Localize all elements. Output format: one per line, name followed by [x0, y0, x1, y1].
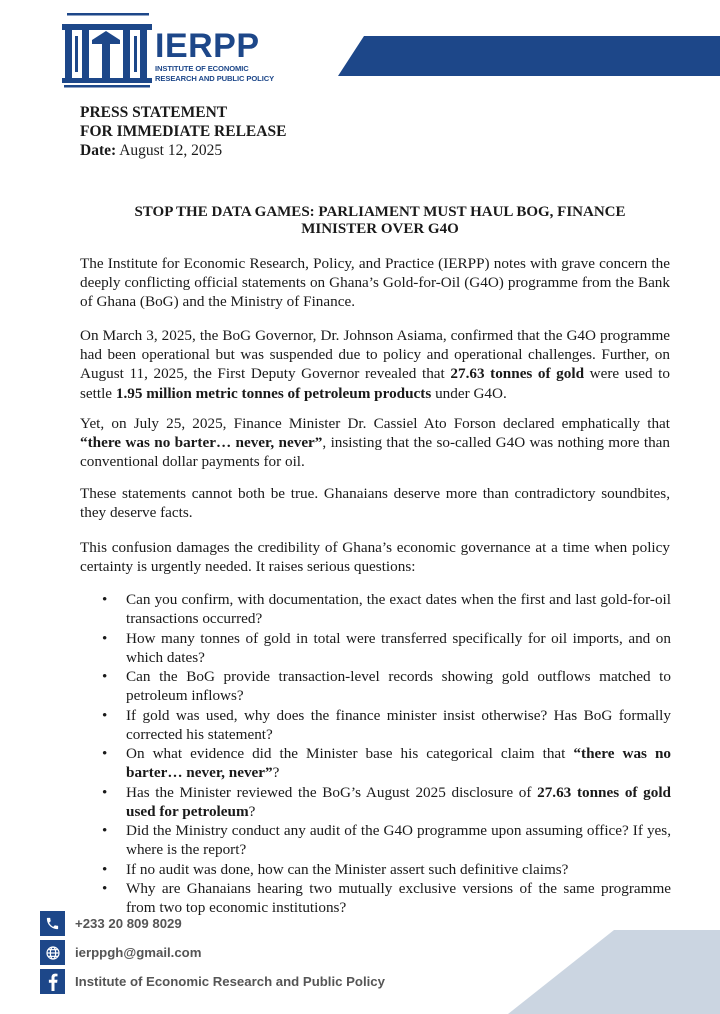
- paragraph-contradiction: These statements cannot both be true. Ghanaians deserve more than contradictory soundbites, they deserve facts.: [80, 485, 670, 522]
- bullet-icon: •: [102, 745, 108, 762]
- facebook-icon: [40, 969, 65, 994]
- list-item: • How many tonnes of gold in total were transferred specifically for oil imports, and on which dates?: [102, 629, 671, 666]
- questions-list: [96, 590, 671, 918]
- building-columns-icon: [59, 12, 153, 88]
- emphasis-gold-tonnes: 27.63 tonnes of gold used for petroleum: [126, 783, 671, 820]
- list-item: • If gold was used, why does the finance minister insist otherwise? Has BoG formally corrected his statement?: [102, 706, 671, 743]
- emphasis-petroleum-tonnes: 1.95 million metric tonnes of petroleum products: [115, 384, 432, 402]
- bullet-icon: •: [102, 783, 108, 801]
- paragraph-questions-intro: This confusion damages the credibility of Ghana’s economic governance at a time when policy certainty is urgently needed. It raises serious questions:: [80, 539, 670, 576]
- contact-phone: [40, 911, 385, 936]
- paragraph-intro: The Institute for Economic Research, Policy, and Practice (IERPP) notes with grave concern the deeply conflicting official statements on Ghana’s Gold-for-Oil (G4O) programme from the Bank of Ghana (BoG) and the Ministry of Finance.: [80, 255, 670, 311]
- bullet-icon: •: [102, 880, 108, 897]
- footer-contacts: [40, 911, 385, 998]
- footer-decorative-band: [508, 930, 720, 1014]
- text: Yet, on July 25, 2025, Finance Minister Dr. Cassiel Ato Forson declared emphatically that: [80, 415, 670, 432]
- bullet-icon: •: [102, 860, 108, 878]
- paragraph-minister-statement: [80, 414, 670, 472]
- paragraph-bog-statements: [80, 326, 670, 403]
- list-item: • Can you confirm, with documentation, the exact dates when the first and last gold-for-oil transactions occurred?: [102, 591, 671, 627]
- text: under G4O.: [431, 384, 507, 402]
- press-meta: [80, 103, 286, 160]
- contact-facebook: [40, 969, 385, 994]
- text: On March 3, 2025, the BoG Governor, Dr. Johnson Asiama, confirmed that the G4O programme had been operational but was suspended due to policy and operational challenges. Further, on August 11, 2025, the First Deputy Governor revealed that: [80, 327, 670, 383]
- logo-subtitle-line-1: INSTITUTE OF ECONOMIC: [155, 64, 249, 73]
- list-item: • Why are Ghanaians hearing two mutually exclusive versions of the same programme from two top economic institutions?: [102, 880, 671, 916]
- bullet-icon: •: [102, 706, 108, 724]
- document-title: [80, 204, 680, 238]
- facebook-page-name[interactable]: Institute of Economic Research and Public Policy: [75, 974, 385, 989]
- title-line-2: MINISTER OVER G4O: [301, 221, 459, 237]
- emphasis-quote: “there was no barter… never, never”: [80, 434, 323, 452]
- list-item: • Has the Minister reviewed the BoG’s August 2025 disclosure of 27.63 tonnes of gold used for petroleum?: [102, 783, 671, 820]
- globe-icon: [40, 940, 65, 965]
- list-item: • Can the BoG provide transaction-level records showing gold outflows matched to petroleum inflows?: [102, 668, 671, 704]
- bullet-icon: •: [102, 668, 108, 685]
- emphasis-gold-tonnes: 27.63 tonnes of gold: [450, 365, 585, 383]
- bullet-icon: •: [102, 591, 108, 608]
- press-statement-label: PRESS STATEMENT: [80, 104, 228, 121]
- bullet-icon: •: [102, 822, 108, 839]
- logo-abbreviation: IERPP: [155, 27, 260, 65]
- ierpp-logo: [59, 12, 279, 90]
- phone-icon: [40, 911, 65, 936]
- text: were used to settle: [80, 365, 670, 402]
- list-item: • On what evidence did the Minister base his categorical claim that “there was no barter… never, never”?: [102, 745, 671, 781]
- header-decorative-band: [338, 36, 720, 76]
- immediate-release-label: FOR IMMEDIATE RELEASE: [80, 123, 287, 140]
- text: , insisting that the so-called G4O was nothing more than conventional dollar payments for oil.: [80, 434, 670, 471]
- phone-number[interactable]: +233 20 809 8029: [75, 916, 182, 931]
- date-value: August 12, 2025: [119, 142, 223, 159]
- list-item: • Did the Ministry conduct any audit of the G4O programme upon assuming office? If yes, where is the report?: [102, 822, 671, 858]
- date-line: [80, 141, 286, 160]
- date-label: Date:: [80, 142, 117, 159]
- title-line-1: STOP THE DATA GAMES: PARLIAMENT MUST HAUL BOG, FINANCE: [134, 204, 626, 220]
- emphasis-quote: “there was no barter… never, never”: [126, 745, 671, 781]
- logo-subtitle-line-2: RESEARCH AND PUBLIC POLICY: [155, 74, 275, 83]
- bullet-icon: •: [102, 629, 108, 647]
- email-address[interactable]: ierppgh@gmail.com: [75, 945, 202, 960]
- contact-email: [40, 940, 385, 965]
- list-item: • If no audit was done, how can the Minister assert such definitive claims?: [102, 860, 569, 878]
